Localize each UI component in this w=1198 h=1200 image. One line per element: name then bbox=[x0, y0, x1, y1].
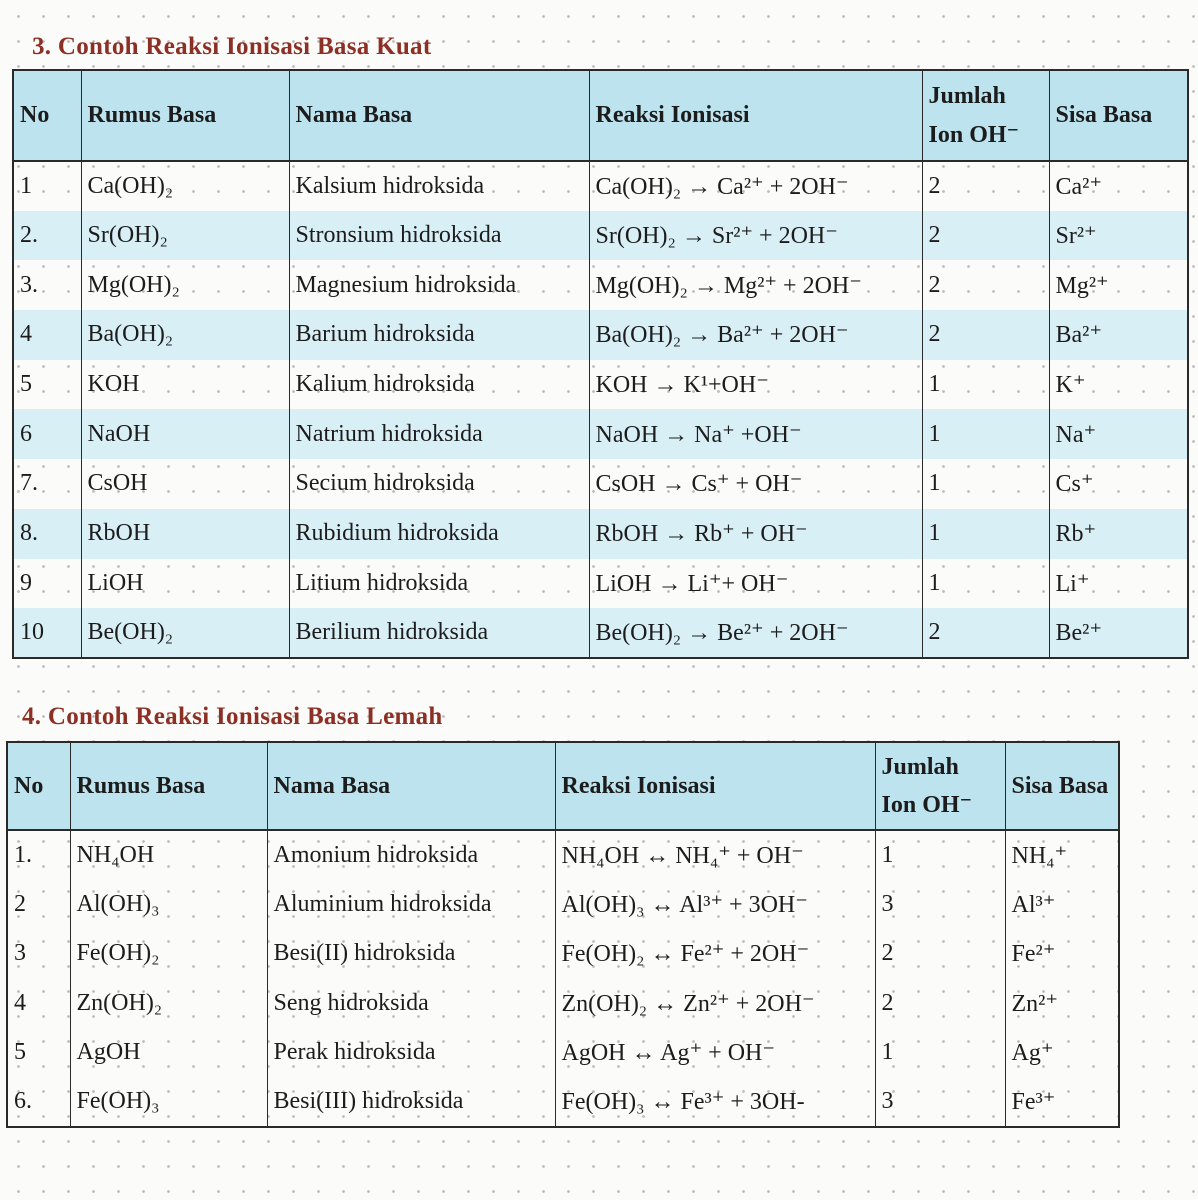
cell-no: 3. bbox=[13, 260, 81, 310]
cell-reaksi-ionisasi: Zn(OH)₂ ↔ Zn²⁺ + 2OH⁻ bbox=[555, 979, 875, 1029]
cell-no: 6. bbox=[7, 1078, 70, 1128]
cell-reaksi-ionisasi: KOH → K¹+OH⁻ bbox=[589, 360, 922, 410]
cell-rumus-basa: CsOH bbox=[81, 459, 289, 509]
cell-no: 4 bbox=[13, 310, 81, 360]
cell-sisa-basa: Cs⁺ bbox=[1049, 459, 1188, 509]
header-sisa-basa: Sisa Basa bbox=[1005, 742, 1119, 830]
cell-jumlah-ion-oh: 1 bbox=[922, 459, 1049, 509]
cell-sisa-basa: Ba²⁺ bbox=[1049, 310, 1188, 360]
cell-reaksi-ionisasi: Be(OH)₂ → Be²⁺ + 2OH⁻ bbox=[589, 608, 922, 658]
cell-rumus-basa: Ba(OH)₂ bbox=[81, 310, 289, 360]
table-row bbox=[7, 1078, 1119, 1128]
cell-jumlah-ion-oh: 1 bbox=[875, 1028, 1005, 1078]
cell-sisa-basa: Sr²⁺ bbox=[1049, 211, 1188, 261]
cell-nama-basa: Secium hidroksida bbox=[289, 459, 589, 509]
cell-no: 2 bbox=[7, 880, 70, 930]
cell-nama-basa: Besi(III) hidroksida bbox=[267, 1078, 555, 1128]
cell-sisa-basa: Fe²⁺ bbox=[1005, 929, 1119, 979]
weak-base-section-title: 4. Contoh Reaksi Ionisasi Basa Lemah bbox=[22, 703, 443, 730]
cell-sisa-basa: NH₄⁺ bbox=[1005, 830, 1119, 880]
cell-nama-basa: Litium hidroksida bbox=[289, 559, 589, 609]
cell-reaksi-ionisasi: Fe(OH)₃ ↔ Fe³⁺ + 3OH- bbox=[555, 1078, 875, 1128]
cell-jumlah-ion-oh: 1 bbox=[922, 360, 1049, 410]
cell-no: 1. bbox=[7, 830, 70, 880]
header-no: No bbox=[7, 742, 70, 830]
header-rumus-basa: Rumus Basa bbox=[70, 742, 267, 830]
header-reaksi-ionisasi: Reaksi Ionisasi bbox=[555, 742, 875, 830]
cell-jumlah-ion-oh: 3 bbox=[875, 880, 1005, 930]
cell-rumus-basa: Zn(OH)₂ bbox=[70, 979, 267, 1029]
cell-jumlah-ion-oh: 1 bbox=[875, 830, 1005, 880]
cell-sisa-basa: Zn²⁺ bbox=[1005, 979, 1119, 1029]
cell-sisa-basa: Mg²⁺ bbox=[1049, 260, 1188, 310]
cell-nama-basa: Amonium hidroksida bbox=[267, 830, 555, 880]
cell-rumus-basa: NaOH bbox=[81, 409, 289, 459]
table-row bbox=[13, 161, 1188, 211]
cell-reaksi-ionisasi: NaOH → Na⁺ +OH⁻ bbox=[589, 409, 922, 459]
cell-sisa-basa: Ca²⁺ bbox=[1049, 161, 1188, 211]
strong-base-section-title: 3. Contoh Reaksi Ionisasi Basa Kuat bbox=[32, 33, 432, 60]
table-row bbox=[7, 1028, 1119, 1078]
cell-rumus-basa: Fe(OH)₂ bbox=[70, 929, 267, 979]
table-row bbox=[13, 459, 1188, 509]
table-row bbox=[13, 260, 1188, 310]
cell-sisa-basa: Fe³⁺ bbox=[1005, 1078, 1119, 1128]
cell-rumus-basa: RbOH bbox=[81, 509, 289, 559]
header-sisa-basa: Sisa Basa bbox=[1049, 70, 1188, 161]
header-reaksi-ionisasi: Reaksi Ionisasi bbox=[589, 70, 922, 161]
weak-base-table bbox=[6, 741, 1120, 1128]
cell-no: 10 bbox=[13, 608, 81, 658]
cell-rumus-basa: Sr(OH)₂ bbox=[81, 211, 289, 261]
cell-reaksi-ionisasi: Ca(OH)₂ → Ca²⁺ + 2OH⁻ bbox=[589, 161, 922, 211]
cell-sisa-basa: Na⁺ bbox=[1049, 409, 1188, 459]
strong-table-body bbox=[13, 161, 1188, 658]
cell-nama-basa: Rubidium hidroksida bbox=[289, 509, 589, 559]
cell-jumlah-ion-oh: 2 bbox=[875, 929, 1005, 979]
cell-jumlah-ion-oh: 2 bbox=[875, 979, 1005, 1029]
cell-rumus-basa: LiOH bbox=[81, 559, 289, 609]
table-row bbox=[7, 929, 1119, 979]
cell-rumus-basa: KOH bbox=[81, 360, 289, 410]
cell-reaksi-ionisasi: Al(OH)₃ ↔ Al³⁺ + 3OH⁻ bbox=[555, 880, 875, 930]
cell-jumlah-ion-oh: 2 bbox=[922, 161, 1049, 211]
cell-nama-basa: Perak hidroksida bbox=[267, 1028, 555, 1078]
cell-jumlah-ion-oh: 1 bbox=[922, 409, 1049, 459]
table-row bbox=[13, 559, 1188, 609]
header-jumlah-ion-oh: Jumlah Ion OH⁻ bbox=[875, 742, 1005, 830]
cell-rumus-basa: NH₄OH bbox=[70, 830, 267, 880]
table-row bbox=[13, 509, 1188, 559]
cell-nama-basa: Aluminium hidroksida bbox=[267, 880, 555, 930]
table-row bbox=[7, 880, 1119, 930]
cell-nama-basa: Besi(II) hidroksida bbox=[267, 929, 555, 979]
cell-rumus-basa: Mg(OH)₂ bbox=[81, 260, 289, 310]
cell-nama-basa: Kalsium hidroksida bbox=[289, 161, 589, 211]
cell-no: 6 bbox=[13, 409, 81, 459]
table-row bbox=[7, 830, 1119, 880]
cell-no: 5 bbox=[13, 360, 81, 410]
cell-no: 5 bbox=[7, 1028, 70, 1078]
cell-jumlah-ion-oh: 2 bbox=[922, 310, 1049, 360]
cell-sisa-basa: Ag⁺ bbox=[1005, 1028, 1119, 1078]
cell-no: 2. bbox=[13, 211, 81, 261]
cell-nama-basa: Kalium hidroksida bbox=[289, 360, 589, 410]
header-no: No bbox=[13, 70, 81, 161]
weak-table-header-row bbox=[7, 742, 1119, 830]
cell-sisa-basa: Li⁺ bbox=[1049, 559, 1188, 609]
table-row bbox=[13, 409, 1188, 459]
cell-sisa-basa: Be²⁺ bbox=[1049, 608, 1188, 658]
header-rumus-basa: Rumus Basa bbox=[81, 70, 289, 161]
cell-jumlah-ion-oh: 2 bbox=[922, 260, 1049, 310]
cell-nama-basa: Berilium hidroksida bbox=[289, 608, 589, 658]
table-row bbox=[7, 979, 1119, 1029]
cell-rumus-basa: Be(OH)₂ bbox=[81, 608, 289, 658]
cell-reaksi-ionisasi: CsOH → Cs⁺ + OH⁻ bbox=[589, 459, 922, 509]
cell-nama-basa: Seng hidroksida bbox=[267, 979, 555, 1029]
cell-reaksi-ionisasi: LiOH → Li⁺+ OH⁻ bbox=[589, 559, 922, 609]
cell-reaksi-ionisasi: Sr(OH)₂ → Sr²⁺ + 2OH⁻ bbox=[589, 211, 922, 261]
cell-no: 4 bbox=[7, 979, 70, 1029]
cell-jumlah-ion-oh: 2 bbox=[922, 608, 1049, 658]
cell-nama-basa: Magnesium hidroksida bbox=[289, 260, 589, 310]
cell-rumus-basa: AgOH bbox=[70, 1028, 267, 1078]
cell-reaksi-ionisasi: RbOH → Rb⁺ + OH⁻ bbox=[589, 509, 922, 559]
header-jumlah-ion-oh: Jumlah Ion OH⁻ bbox=[922, 70, 1049, 161]
cell-rumus-basa: Fe(OH)₃ bbox=[70, 1078, 267, 1128]
table-row bbox=[13, 608, 1188, 658]
cell-reaksi-ionisasi: Ba(OH)₂ → Ba²⁺ + 2OH⁻ bbox=[589, 310, 922, 360]
strong-table-header-row bbox=[13, 70, 1188, 161]
weak-table-body bbox=[7, 830, 1119, 1127]
header-nama-basa: Nama Basa bbox=[267, 742, 555, 830]
cell-reaksi-ionisasi: Fe(OH)₂ ↔ Fe²⁺ + 2OH⁻ bbox=[555, 929, 875, 979]
cell-rumus-basa: Al(OH)₃ bbox=[70, 880, 267, 930]
cell-nama-basa: Natrium hidroksida bbox=[289, 409, 589, 459]
cell-no: 8. bbox=[13, 509, 81, 559]
cell-no: 3 bbox=[7, 929, 70, 979]
table-row bbox=[13, 310, 1188, 360]
cell-jumlah-ion-oh: 1 bbox=[922, 509, 1049, 559]
cell-rumus-basa: Ca(OH)₂ bbox=[81, 161, 289, 211]
cell-nama-basa: Stronsium hidroksida bbox=[289, 211, 589, 261]
cell-jumlah-ion-oh: 3 bbox=[875, 1078, 1005, 1128]
cell-no: 9 bbox=[13, 559, 81, 609]
table-row bbox=[13, 360, 1188, 410]
cell-jumlah-ion-oh: 1 bbox=[922, 559, 1049, 609]
table-row bbox=[13, 211, 1188, 261]
cell-no: 7. bbox=[13, 459, 81, 509]
cell-sisa-basa: Al³⁺ bbox=[1005, 880, 1119, 930]
strong-base-table bbox=[12, 69, 1189, 659]
cell-sisa-basa: Rb⁺ bbox=[1049, 509, 1188, 559]
cell-reaksi-ionisasi: NH₄OH ↔ NH₄⁺ + OH⁻ bbox=[555, 830, 875, 880]
cell-reaksi-ionisasi: Mg(OH)₂ → Mg²⁺ + 2OH⁻ bbox=[589, 260, 922, 310]
cell-reaksi-ionisasi: AgOH ↔ Ag⁺ + OH⁻ bbox=[555, 1028, 875, 1078]
cell-sisa-basa: K⁺ bbox=[1049, 360, 1188, 410]
header-nama-basa: Nama Basa bbox=[289, 70, 589, 161]
cell-no: 1 bbox=[13, 161, 81, 211]
cell-jumlah-ion-oh: 2 bbox=[922, 211, 1049, 261]
cell-nama-basa: Barium hidroksida bbox=[289, 310, 589, 360]
